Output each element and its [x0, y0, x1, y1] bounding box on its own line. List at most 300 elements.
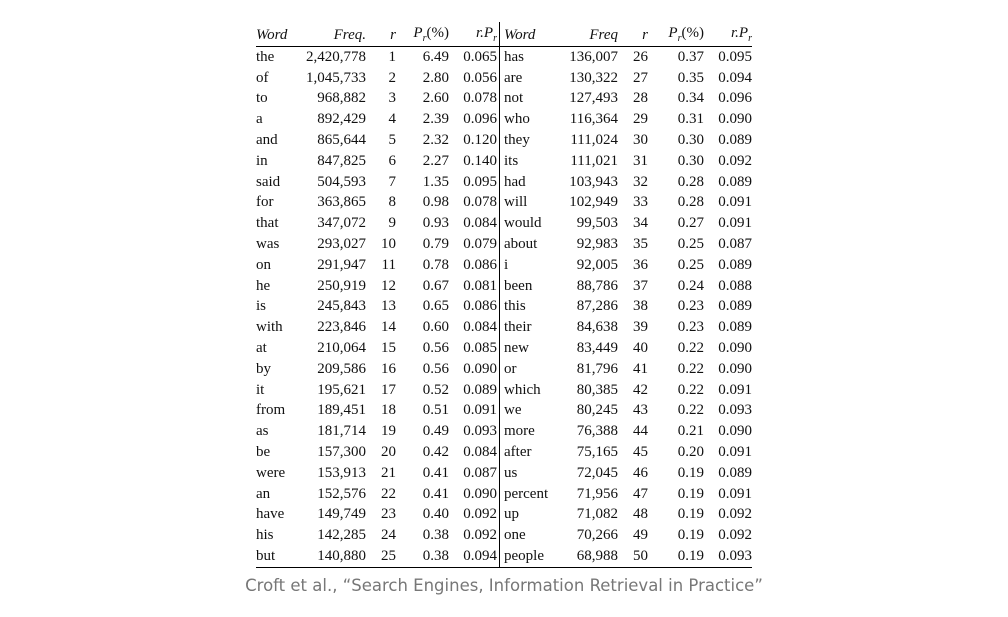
cell-rank-left: 16 [381, 360, 396, 377]
cell-rank-right: 40 [633, 340, 648, 357]
cell-prob-left: 0.65 [422, 298, 449, 315]
table-row [256, 505, 752, 526]
table-row [256, 525, 752, 546]
cell-prob-right: 0.31 [677, 111, 704, 128]
table-row [256, 47, 752, 68]
cell-rp-right: 0.091 [718, 215, 752, 232]
cell-prob-left: 6.49 [422, 48, 449, 65]
cell-word-left: in [256, 152, 268, 169]
table-row [256, 546, 752, 567]
cell-word-left: at [256, 340, 267, 357]
table-row [256, 213, 752, 234]
cell-freq-left: 347,072 [317, 215, 366, 232]
cell-word-left: from [256, 402, 286, 419]
cell-freq-right: 103,943 [569, 173, 618, 190]
cell-prob-left: 2.32 [422, 132, 449, 149]
cell-rp-right: 0.093 [718, 402, 752, 419]
cell-rp-right: 0.090 [718, 423, 752, 440]
cell-rank-right: 46 [633, 464, 648, 481]
cell-prob-right: 0.23 [677, 319, 704, 336]
cell-freq-left: 865,644 [317, 132, 366, 149]
cell-prob-right: 0.19 [677, 464, 704, 481]
cell-rank-left: 10 [381, 236, 396, 253]
cell-rp-right: 0.089 [718, 464, 752, 481]
cell-rp-left: 0.096 [449, 109, 500, 130]
cell-word-right: which [504, 381, 541, 398]
cell-rank-right: 42 [633, 381, 648, 398]
word-frequency-table [256, 22, 752, 568]
table-row [256, 463, 752, 484]
cell-rank-left: 15 [381, 340, 396, 357]
cell-rank-right: 47 [633, 485, 648, 502]
cell-word-right: will [504, 194, 528, 211]
cell-prob-left: 0.51 [422, 402, 449, 419]
table-row [256, 276, 752, 297]
cell-rank-left: 17 [381, 381, 396, 398]
cell-rp-left: 0.081 [449, 276, 500, 297]
cell-word-right: not [504, 90, 524, 107]
cell-word-right: percent [504, 485, 549, 502]
cell-rp-right: 0.089 [718, 298, 752, 315]
cell-prob-right: 0.22 [677, 340, 704, 357]
cell-word-right: one [504, 527, 526, 544]
word-frequency-table-container [256, 22, 752, 568]
cell-prob-right: 0.30 [677, 152, 704, 169]
cell-rank-left: 25 [366, 546, 396, 567]
cell-word-left: his [256, 527, 274, 544]
cell-freq-left: 157,300 [317, 444, 366, 461]
cell-prob-left: 0.52 [422, 381, 449, 398]
cell-freq-left: 847,825 [317, 152, 366, 169]
cell-prob-right: 0.27 [677, 215, 704, 232]
table-row [256, 89, 752, 110]
cell-rp-right: 0.096 [718, 90, 752, 107]
cell-rp-right: 0.092 [718, 527, 752, 544]
cell-prob-left: 2.39 [422, 111, 449, 128]
cell-prob-right: 0.24 [677, 277, 704, 294]
cell-rp-right: 0.087 [718, 236, 752, 253]
cell-freq-left: 1,045,733 [306, 69, 366, 86]
cell-rank-left: 6 [388, 152, 396, 169]
header-prob-sub: r [677, 33, 682, 44]
header-prob-symbol: P [413, 25, 423, 41]
cell-word-right: people [500, 546, 563, 567]
cell-freq-right: 70,266 [576, 527, 618, 544]
cell-freq-right: 71,956 [576, 485, 618, 502]
cell-rp-left: 0.079 [449, 234, 500, 255]
cell-word-left: a [256, 111, 263, 128]
table-row [256, 172, 752, 193]
cell-word-right: about [504, 236, 538, 253]
cell-freq-right: 75,165 [576, 444, 618, 461]
cell-freq-right: 81,796 [576, 360, 618, 377]
cell-prob-right: 0.19 [677, 506, 704, 523]
header-word-right: Word [500, 22, 563, 47]
cell-word-right: has [504, 48, 524, 65]
cell-prob-right: 0.28 [677, 194, 704, 211]
cell-prob-right: 0.37 [677, 48, 704, 65]
cell-rank-right: 38 [633, 298, 648, 315]
table-row [256, 193, 752, 214]
cell-word-right: new [504, 340, 529, 357]
cell-rp-left: 0.084 [449, 317, 500, 338]
cell-word-right: had [504, 173, 526, 190]
cell-word-left: was [256, 236, 280, 253]
cell-rank-right: 35 [633, 236, 648, 253]
cell-rp-left: 0.089 [449, 380, 500, 401]
cell-freq-right: 68,988 [562, 546, 618, 567]
cell-prob-right: 0.22 [677, 381, 704, 398]
cell-prob-left: 0.40 [422, 506, 449, 523]
cell-word-right: who [504, 111, 530, 128]
cell-freq-right: 127,493 [569, 90, 618, 107]
cell-prob-right: 0.20 [677, 444, 704, 461]
cell-rp-left: 0.094 [449, 546, 500, 567]
cell-rp-left: 0.085 [449, 338, 500, 359]
cell-rp-left: 0.095 [449, 172, 500, 193]
cell-rp-right: 0.090 [718, 111, 752, 128]
header-prob-suffix: (%) [681, 25, 704, 41]
cell-rank-left: 24 [381, 527, 396, 544]
header-rp-sub: r [748, 33, 752, 44]
header-prob-sub: r [422, 33, 427, 44]
cell-prob-right: 0.23 [677, 298, 704, 315]
cell-rank-left: 22 [381, 485, 396, 502]
cell-freq-right: 72,045 [576, 464, 618, 481]
cell-word-left: were [256, 464, 286, 481]
cell-rank-right: 29 [633, 111, 648, 128]
cell-word-right: after [504, 444, 532, 461]
cell-word-right: i [504, 256, 509, 273]
cell-prob-left: 2.80 [422, 69, 449, 86]
cell-prob-left: 0.78 [422, 256, 449, 273]
cell-word-left: but [256, 546, 300, 567]
cell-freq-left: 209,586 [317, 360, 366, 377]
cell-rank-right: 44 [633, 423, 648, 440]
cell-rp-left: 0.120 [449, 130, 500, 151]
cell-word-left: is [256, 298, 267, 315]
cell-rank-right: 26 [633, 48, 648, 65]
cell-prob-left: 0.49 [422, 423, 449, 440]
cell-rank-right: 49 [633, 527, 648, 544]
cell-word-right: or [504, 360, 517, 377]
header-rank-left: r [366, 22, 396, 47]
cell-rank-left: 14 [381, 319, 396, 336]
cell-word-left: the [256, 48, 275, 65]
cell-rank-left: 12 [381, 277, 396, 294]
table-row [256, 109, 752, 130]
table-row [256, 130, 752, 151]
cell-prob-right: 0.22 [677, 402, 704, 419]
cell-rp-left: 0.086 [449, 255, 500, 276]
cell-prob-left: 0.98 [422, 194, 449, 211]
cell-rank-left: 9 [388, 215, 396, 232]
header-prob-suffix: (%) [426, 25, 449, 41]
cell-prob-right: 0.35 [677, 69, 704, 86]
cell-word-left: and [256, 132, 278, 149]
cell-freq-left: 153,913 [317, 464, 366, 481]
cell-rp-right: 0.090 [718, 360, 752, 377]
table-row [256, 234, 752, 255]
cell-freq-right: 102,949 [569, 194, 618, 211]
header-prob-symbol: P [668, 25, 678, 41]
cell-rank-left: 5 [388, 132, 396, 149]
cell-rank-left: 23 [381, 506, 396, 523]
header-freq-right: Freq [562, 22, 618, 47]
cell-word-left: an [256, 485, 271, 502]
table-row [256, 317, 752, 338]
table-body [256, 47, 752, 568]
cell-freq-right: 87,286 [576, 298, 618, 315]
cell-rp-right: 0.089 [718, 319, 752, 336]
cell-rank-right: 27 [633, 69, 648, 86]
cell-word-left: that [256, 215, 279, 232]
cell-prob-left: 0.38 [396, 546, 449, 567]
cell-rp-right: 0.091 [718, 485, 752, 502]
table-row [256, 151, 752, 172]
cell-word-left: said [256, 173, 281, 190]
cell-rp-left: 0.056 [449, 68, 500, 89]
cell-prob-right: 0.21 [677, 423, 704, 440]
cell-rank-left: 3 [388, 90, 396, 107]
table-row [256, 442, 752, 463]
cell-word-right: more [504, 423, 535, 440]
cell-rank-left: 21 [381, 464, 396, 481]
cell-word-right: us [504, 464, 518, 481]
cell-rp-left: 0.140 [449, 151, 500, 172]
cell-word-right: their [504, 319, 532, 336]
cell-freq-left: 195,621 [317, 381, 366, 398]
cell-prob-left: 1.35 [422, 173, 449, 190]
cell-rp-right: 0.093 [704, 546, 752, 567]
cell-prob-right: 0.34 [677, 90, 704, 107]
cell-rank-right: 30 [633, 132, 648, 149]
cell-freq-left: 245,843 [317, 298, 366, 315]
cell-prob-right: 0.22 [677, 360, 704, 377]
cell-prob-right: 0.19 [677, 527, 704, 544]
cell-freq-left: 968,882 [317, 90, 366, 107]
cell-rank-left: 4 [388, 111, 396, 128]
source-caption: Croft et al., “Search Engines, Information Retrieval in Practice” [245, 576, 763, 595]
cell-word-left: to [256, 90, 268, 107]
header-rp-left [449, 22, 500, 47]
cell-freq-left: 892,429 [317, 111, 366, 128]
cell-freq-right: 88,786 [576, 277, 618, 294]
cell-freq-left: 291,947 [317, 256, 366, 273]
cell-freq-right: 83,449 [576, 340, 618, 357]
cell-rp-left: 0.084 [449, 442, 500, 463]
header-rp-right [704, 22, 752, 47]
table-row [256, 297, 752, 318]
cell-prob-left: 2.27 [422, 152, 449, 169]
cell-rp-right: 0.095 [718, 48, 752, 65]
cell-word-right: they [504, 132, 530, 149]
cell-rp-right: 0.089 [718, 256, 752, 273]
cell-freq-right: 84,638 [576, 319, 618, 336]
cell-rp-right: 0.094 [718, 69, 752, 86]
cell-freq-left: 363,865 [317, 194, 366, 211]
cell-word-right: its [504, 152, 519, 169]
cell-word-right: are [504, 69, 523, 86]
cell-word-left: as [256, 423, 269, 440]
cell-rp-left: 0.091 [449, 401, 500, 422]
cell-prob-left: 0.56 [422, 360, 449, 377]
cell-word-left: he [256, 277, 271, 294]
cell-word-left: for [256, 194, 274, 211]
header-rank-right: r [618, 22, 648, 47]
cell-rp-left: 0.090 [449, 359, 500, 380]
cell-rank-right: 28 [633, 90, 648, 107]
cell-rank-left: 11 [381, 256, 396, 273]
table-row [256, 401, 752, 422]
cell-prob-left: 0.67 [422, 277, 449, 294]
cell-rank-left: 1 [388, 48, 396, 65]
cell-prob-right: 0.19 [648, 546, 704, 567]
cell-word-right: would [504, 215, 542, 232]
cell-freq-right: 130,322 [569, 69, 618, 86]
header-freq-left: Freq. [300, 22, 366, 47]
cell-rank-right: 37 [633, 277, 648, 294]
cell-rp-right: 0.092 [718, 152, 752, 169]
cell-rp-left: 0.087 [449, 463, 500, 484]
cell-prob-left: 0.79 [422, 236, 449, 253]
cell-freq-left: 2,420,778 [306, 48, 366, 65]
cell-prob-left: 0.38 [422, 527, 449, 544]
cell-freq-left: 181,714 [317, 423, 366, 440]
cell-rp-right: 0.092 [718, 506, 752, 523]
table-row [256, 380, 752, 401]
cell-prob-right: 0.25 [677, 256, 704, 273]
header-rp-sub: r [493, 33, 497, 44]
cell-rank-right: 32 [633, 173, 648, 190]
cell-rp-left: 0.093 [449, 421, 500, 442]
table-header-row [256, 22, 752, 47]
cell-prob-left: 0.60 [422, 319, 449, 336]
cell-rp-right: 0.089 [718, 132, 752, 149]
cell-rp-left: 0.078 [449, 89, 500, 110]
header-prob-right [648, 22, 704, 47]
cell-freq-left: 149,749 [317, 506, 366, 523]
cell-prob-left: 0.93 [422, 215, 449, 232]
cell-prob-left: 0.41 [422, 485, 449, 502]
cell-prob-right: 0.28 [677, 173, 704, 190]
cell-freq-right: 80,385 [576, 381, 618, 398]
cell-rp-right: 0.090 [718, 340, 752, 357]
cell-rank-left: 19 [381, 423, 396, 440]
cell-freq-left: 504,593 [317, 173, 366, 190]
cell-rp-left: 0.086 [449, 297, 500, 318]
cell-rank-left: 13 [381, 298, 396, 315]
cell-rp-left: 0.065 [449, 47, 500, 68]
cell-rank-right: 33 [633, 194, 648, 211]
cell-rank-right: 48 [633, 506, 648, 523]
table-row [256, 255, 752, 276]
cell-word-left: with [256, 319, 283, 336]
cell-word-left: have [256, 506, 285, 523]
cell-freq-right: 116,364 [569, 111, 618, 128]
cell-rp-right: 0.091 [718, 381, 752, 398]
cell-rank-left: 2 [388, 69, 396, 86]
cell-word-left: of [256, 69, 269, 86]
table-row [256, 484, 752, 505]
cell-rank-right: 39 [633, 319, 648, 336]
cell-prob-right: 0.25 [677, 236, 704, 253]
cell-rp-left: 0.090 [449, 484, 500, 505]
cell-prob-left: 0.56 [422, 340, 449, 357]
cell-freq-left: 210,064 [317, 340, 366, 357]
cell-rp-left: 0.084 [449, 213, 500, 234]
cell-rp-right: 0.091 [718, 444, 752, 461]
table-row [256, 421, 752, 442]
cell-freq-left: 223,846 [317, 319, 366, 336]
cell-freq-right: 80,245 [576, 402, 618, 419]
cell-word-right: up [504, 506, 519, 523]
cell-rank-right: 34 [633, 215, 648, 232]
cell-word-left: on [256, 256, 271, 273]
cell-freq-right: 136,007 [569, 48, 618, 65]
table-row [256, 68, 752, 89]
cell-rank-right: 45 [633, 444, 648, 461]
cell-prob-left: 2.60 [422, 90, 449, 107]
cell-word-right: been [504, 277, 533, 294]
cell-freq-right: 92,983 [576, 236, 618, 253]
cell-freq-right: 99,503 [576, 215, 618, 232]
cell-rank-left: 8 [388, 194, 396, 211]
cell-freq-right: 76,388 [576, 423, 618, 440]
cell-rank-right: 43 [633, 402, 648, 419]
cell-rank-right: 31 [633, 152, 648, 169]
table-row [256, 338, 752, 359]
cell-rp-left: 0.078 [449, 193, 500, 214]
cell-rp-right: 0.088 [718, 277, 752, 294]
cell-rank-left: 20 [381, 444, 396, 461]
cell-freq-left: 142,285 [317, 527, 366, 544]
cell-freq-right: 92,005 [576, 256, 618, 273]
cell-word-left: it [256, 381, 265, 398]
cell-freq-left: 293,027 [317, 236, 366, 253]
cell-rank-left: 7 [388, 173, 396, 190]
cell-freq-right: 111,024 [570, 132, 618, 149]
cell-rank-right: 36 [633, 256, 648, 273]
cell-word-left: be [256, 444, 271, 461]
header-rp-symbol: r.P [476, 25, 494, 41]
header-word-left: Word [256, 22, 300, 47]
cell-word-left: by [256, 360, 271, 377]
cell-prob-right: 0.30 [677, 132, 704, 149]
cell-rp-right: 0.091 [718, 194, 752, 211]
cell-freq-right: 71,082 [576, 506, 618, 523]
cell-rp-left: 0.092 [449, 525, 500, 546]
cell-prob-left: 0.41 [422, 464, 449, 481]
cell-freq-left: 152,576 [317, 485, 366, 502]
cell-rp-left: 0.092 [449, 505, 500, 526]
cell-prob-right: 0.19 [677, 485, 704, 502]
cell-word-right: this [504, 298, 526, 315]
cell-prob-left: 0.42 [422, 444, 449, 461]
cell-freq-left: 140,880 [300, 546, 366, 567]
cell-rank-right: 50 [618, 546, 648, 567]
cell-freq-left: 189,451 [317, 402, 366, 419]
cell-rank-right: 41 [633, 360, 648, 377]
header-rp-symbol: r.P [731, 25, 749, 41]
table-row [256, 359, 752, 380]
header-prob-left [396, 22, 449, 47]
cell-rank-left: 18 [381, 402, 396, 419]
cell-freq-right: 111,021 [570, 152, 618, 169]
cell-freq-left: 250,919 [317, 277, 366, 294]
cell-word-right: we [504, 402, 522, 419]
cell-rp-right: 0.089 [718, 173, 752, 190]
